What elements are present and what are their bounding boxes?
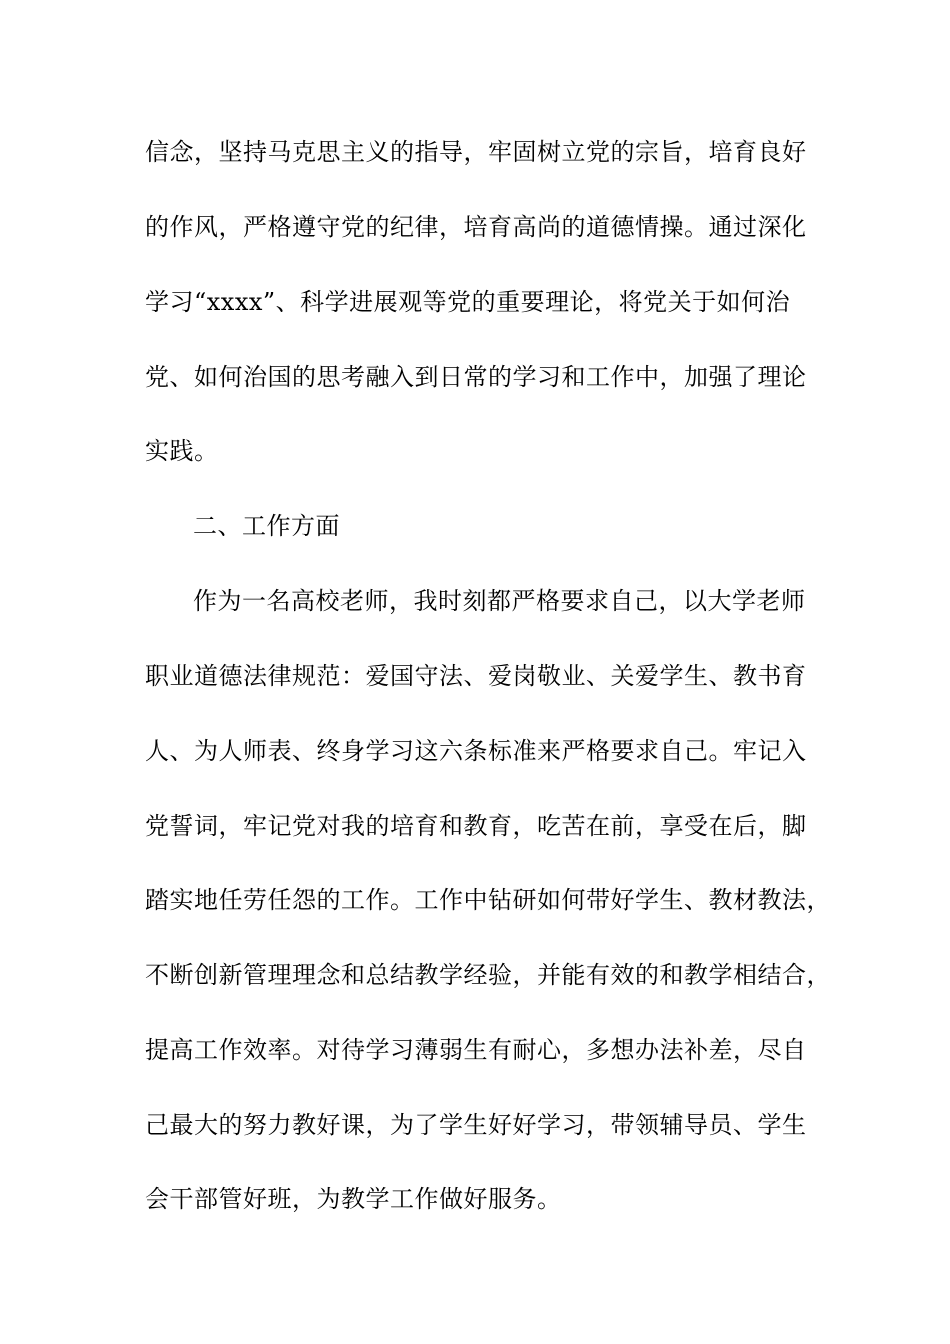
text-line-14: 己最大的努力教好课，为了学生好好学习，带领辅导员、学生 <box>145 1111 807 1139</box>
text-line-4: 党、如何治国的思考融入到日常的学习和工作中，加强了理论 <box>145 363 807 391</box>
text-line-12: 不断创新管理理念和总结教学经验，并能有效的和教学相结合， <box>145 961 831 989</box>
text-line-13: 提高工作效率。对待学习薄弱生有耐心，多想办法补差，尽自 <box>145 1036 807 1064</box>
text-line-8: 职业道德法律规范：爱国守法、爱岗敬业、关爱学生、教书育 <box>145 662 807 690</box>
text-line-5: 实践。 <box>145 437 219 465</box>
text-line-11: 踏实地任劳任怨的工作。工作中钻研如何带好学生、教材教法， <box>145 886 831 914</box>
text-line-9: 人、为人师表、终身学习这六条标准来严格要求自己。牢记入 <box>145 737 807 765</box>
section-heading-work: 二、工作方面 <box>193 512 340 540</box>
text-line-2: 的作风，严格遵守党的纪律，培育高尚的道德情操。通过深化 <box>145 213 807 241</box>
text-line-3: 学习“xxxx”、科学进展观等党的重要理论，将党关于如何治 <box>145 288 791 316</box>
text-line-15: 会干部管好班，为教学工作做好服务。 <box>145 1185 562 1213</box>
text-line-10: 党誓词，牢记党对我的培育和教育，吃苦在前，享受在后，脚 <box>145 812 807 840</box>
text-line-1: 信念，坚持马克思主义的指导，牢固树立党的宗旨，培育良好 <box>145 138 807 166</box>
text-line-7: 作为一名高校老师，我时刻都严格要求自己，以大学老师 <box>193 587 806 615</box>
